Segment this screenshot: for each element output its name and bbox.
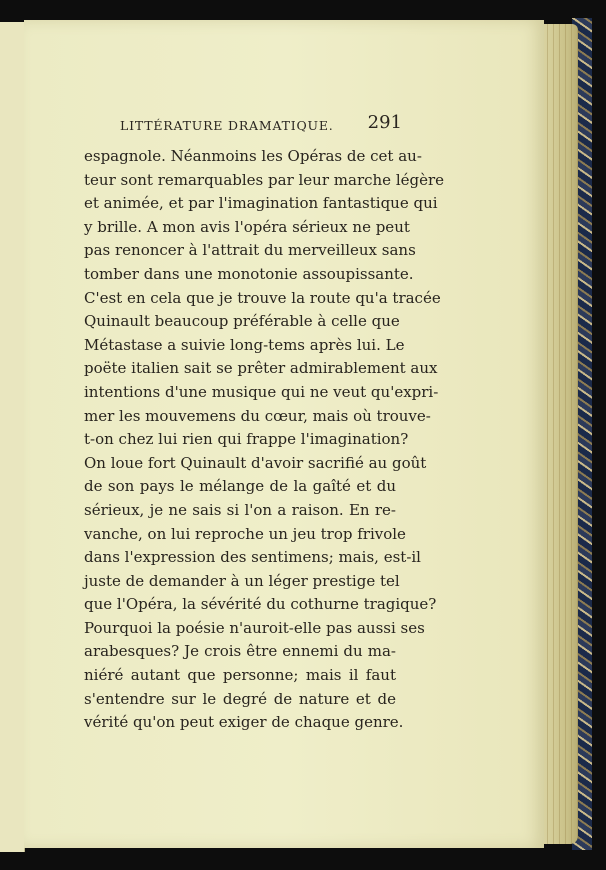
body-text [84, 145, 445, 735]
text-line: arabesques? Je crois être ennemi du ma- [84, 642, 396, 661]
text-line: niéré autant que personne; mais il faut [84, 666, 396, 685]
text-line: Métastase a suivie long-tems après lui. Le [84, 335, 405, 354]
text-line: s'entendre sur le degré de nature et de [84, 689, 396, 708]
text-line: tomber dans une monotonie assoupissante. [84, 264, 414, 283]
text-line: dans l'expression des sentimens; mais, est-il [84, 548, 421, 567]
text-line: mer les mouvemens du cœur, mais où trouve- [84, 406, 431, 425]
text-line: On loue fort Quinault d'avoir sacrifié au goût [84, 453, 427, 472]
text-line: C'est en cela que je trouve la route qu'a tracée [84, 288, 441, 307]
text-line: Quinault beaucoup préférable à celle que [84, 312, 400, 331]
text-line: Pourquoi la poésie n'auroit-elle pas aussi ses [84, 618, 425, 637]
text-line: vanche, on lui reproche un jeu trop frivole [84, 524, 406, 543]
page-number: 291 [367, 112, 402, 133]
text-line: y brille. A mon avis l'opéra sérieux ne peut [84, 217, 410, 236]
text-line: et animée, et par l'imagination fantastique qui [84, 194, 438, 213]
text-line: pas renoncer à l'attrait du merveilleux sans [84, 241, 416, 260]
text-line: que l'Opéra, la sévérité du cothurne tragique? [84, 595, 437, 614]
text-line: intentions d'une musique qui ne veut qu'expri- [84, 382, 439, 401]
page-header [120, 112, 402, 138]
text-line: t-on chez lui rien qui frappe l'imagination? [84, 430, 409, 449]
text-line: teur sont remarquables par leur marche légère [84, 170, 445, 189]
previous-page-edge [0, 22, 25, 852]
text-line: espagnole. Néanmoins les Opéras de cet au- [84, 147, 422, 165]
text-line: sérieux, je ne sais si l'on a raison. En re- [84, 500, 396, 519]
text-line: vérité qu'on peut exiger de chaque genre. [84, 713, 404, 732]
running-head: LITTÉRATURE DRAMATIQUE. [120, 118, 334, 133]
text-line: de son pays le mélange de la gaîté et du [84, 477, 396, 496]
text-line: juste de demander à un léger prestige tel [84, 571, 400, 590]
text-line: poëte italien sait se prêter admirablement aux [84, 359, 438, 378]
